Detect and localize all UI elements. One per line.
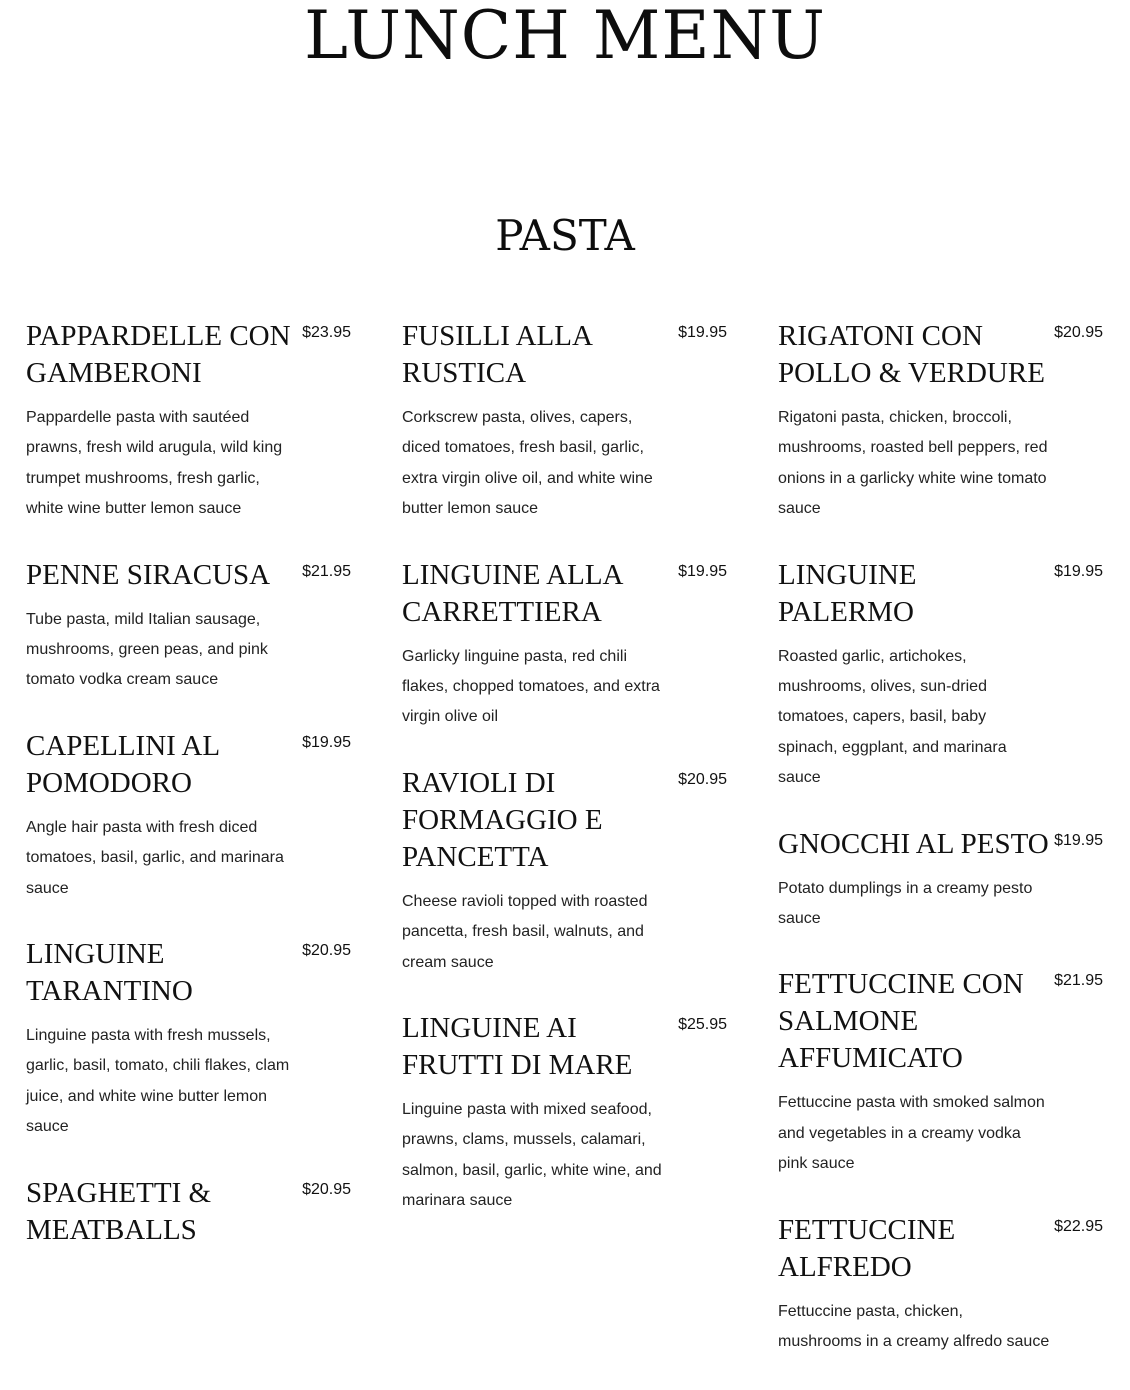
item-description: Angle hair pasta with fresh diced tomatoes, basil, garlic, and marinara sauce	[26, 818, 284, 897]
menu-item	[26, 557, 351, 696]
item-description: Tube pasta, mild Italian sausage, mushrooms, green peas, and pink tomato vodka cream sauce	[26, 610, 268, 689]
menu-item	[778, 826, 1103, 935]
section-title-pasta: PASTA	[495, 211, 635, 260]
menu-item	[402, 765, 727, 978]
item-price: $19.95	[1054, 831, 1103, 849]
menu-item	[26, 936, 351, 1143]
menu-item	[778, 318, 1103, 525]
item-name: PENNE SIRACUSA	[26, 558, 271, 591]
item-name: FUSILLI ALLA RUSTICA	[402, 320, 592, 389]
menu-item	[778, 557, 1103, 794]
item-description: Garlicky linguine pasta, red chili flakes, chopped tomatoes, and extra virgin olive oil	[402, 647, 660, 726]
item-name: LINGUINE PALERMO	[778, 558, 917, 628]
item-description: Potato dumplings in a creamy pesto sauce	[778, 879, 1033, 928]
item-price: $21.95	[1054, 972, 1103, 990]
menu-item	[778, 966, 1103, 1179]
menu-item	[778, 1212, 1103, 1358]
item-name: LINGUINE ALLA CARRETTIERA	[402, 558, 622, 628]
menu-item	[402, 1010, 727, 1217]
menu-column-3	[778, 318, 1103, 1390]
item-price: $19.95	[678, 324, 727, 341]
item-price: $25.95	[678, 1016, 727, 1034]
item-name: FETTUCCINE ALFREDO	[778, 1213, 956, 1283]
item-name: LINGUINE TARANTINO	[26, 938, 193, 1008]
menu-item	[26, 728, 351, 904]
item-description: Linguine pasta with fresh mussels, garlic, basil, tomato, chili flakes, clam juice, and white wine butter lemon sauce	[26, 1027, 290, 1136]
menu-item	[402, 318, 727, 525]
item-name: CAPELLINI AL POMODORO	[26, 729, 220, 799]
item-price: $19.95	[678, 562, 727, 580]
page-title: LUNCH MENU	[304, 0, 826, 74]
menu-item	[402, 557, 727, 733]
item-price: $20.95	[678, 770, 727, 788]
item-price: $20.95	[302, 1180, 351, 1198]
item-price: $19.95	[1054, 562, 1103, 580]
item-price: $21.95	[302, 562, 351, 580]
item-name: RIGATONI CON POLLO & VERDURE	[778, 320, 1045, 389]
item-name: LINGUINE AI FRUTTI DI MARE	[402, 1012, 633, 1082]
item-description: Fettuccine pasta with smoked salmon and vegetables in a creamy vodka pink sauce	[778, 1094, 1045, 1173]
item-description: Fettuccine pasta, chicken, mushrooms in a creamy alfredo sauce	[778, 1302, 1050, 1351]
menu-column-1	[26, 318, 351, 1281]
item-description: Pappardelle pasta with sautéed prawns, fresh wild arugula, wild king trumpet mushrooms, fresh garlic, white wine butter lemon sauce	[26, 409, 283, 518]
item-description: Linguine pasta with mixed seafood, prawns, clams, mussels, calamari, salmon, basil, garlic, white wine, and marinara sauce	[402, 1101, 662, 1210]
item-name: GNOCCHI AL PESTO	[778, 827, 1049, 860]
item-price: $23.95	[302, 324, 351, 341]
item-description: Corkscrew pasta, olives, capers, diced tomatoes, fresh basil, garlic, extra virgin olive oil, and white wine butter lemon sauce	[402, 409, 653, 518]
item-price: $19.95	[302, 733, 351, 751]
item-name: PAPPARDELLE CON GAMBERONI	[26, 320, 291, 389]
item-name: SPAGHETTI & MEATBALLS	[26, 1176, 212, 1246]
item-name: FETTUCCINE CON SALMONE AFFUMICATO	[778, 968, 1024, 1075]
item-description: Roasted garlic, artichokes, mushrooms, olives, sun-dried tomatoes, capers, basil, baby spinach, eggplant, and marinara sauce	[778, 647, 1007, 787]
menu-item	[26, 1175, 351, 1249]
item-price: $20.95	[1054, 324, 1103, 341]
menu-column-2	[402, 318, 727, 1249]
item-description: Rigatoni pasta, chicken, broccoli, mushrooms, roasted bell peppers, red onions in a garlicky white wine tomato sauce	[778, 409, 1048, 518]
item-price: $20.95	[302, 942, 351, 960]
menu-item	[26, 318, 351, 525]
item-description: Cheese ravioli topped with roasted pancetta, fresh basil, walnuts, and cream sauce	[402, 892, 648, 971]
item-name: RAVIOLI DI FORMAGGIO E PANCETTA	[402, 766, 603, 873]
item-price: $22.95	[1054, 1217, 1103, 1235]
